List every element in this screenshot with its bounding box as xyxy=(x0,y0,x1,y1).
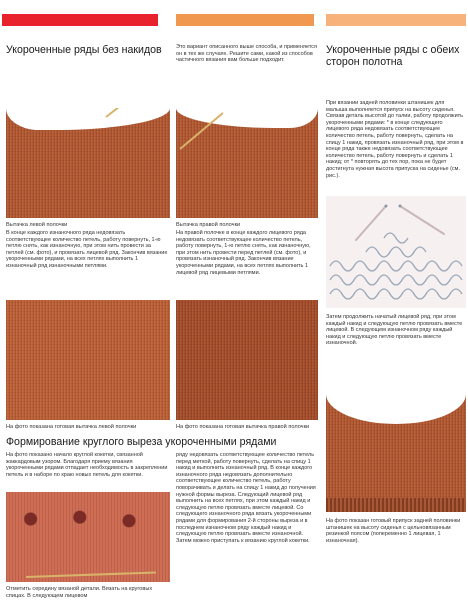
photo-right-dart-finished xyxy=(176,300,318,420)
ribbing-band xyxy=(326,498,466,512)
col2-intro: Это вариант описанного выше способа, и применяется он в тех же случаях. Решите сами, какой из способов частичного вязания вам больше подходит. xyxy=(176,44,318,64)
stitch-diagram-svg xyxy=(326,196,466,308)
col3-caption-mid: Затем продолжить начатый лицевой ряд, при этом каждый накид и следующую петлю провязать вместе лицевой. В следующем изнаночном ряду каждый накид и следующую петлю провязать вместе изнаночной. xyxy=(326,314,463,347)
photo-left-dart-process xyxy=(6,108,170,218)
col2-text: На правой полочке в конце каждого лицевого ряда недовязать соответствующее количество петель, работу повернуть, 1-ю петлю снять, как изнаночную, при этом нить провести перед петлей (см. фото), и провязать изнаночный ряд. Закончив вязание укороченными рядами, на всех петлях выполнить 1 лицевой ряд лицевыми петлями. xyxy=(176,230,311,276)
short-rows-diagram xyxy=(326,196,466,308)
section2-text-right: ряду недовязать соответствующее количество петель перед меткой, работу повернуть, сделать на спицу 1 накид и выполнить изнаночный ряд. В конце каждого изнаночного ряда недовязать дополнительно соответствующее количество петель, работу поворачивать и делать на спицу 1 накид до получения нужной формы выреза. Следующий лицевой ряд выполнить на всех петлях, при этом каждый накид и следующую петлю провязать вместе лицевой. Со следующего изнаночного ряда вязать укороченными рядами для формирования 2-й стороны выреза и в последнем изнаночном ряду каждый накид и следующую петлю провязать вместе изнаночной. Затем можно приступать к вязанию круглой кокетки. xyxy=(176,452,316,544)
photo-pants-back xyxy=(326,394,466,512)
photo-round-yoke xyxy=(6,492,170,582)
col1-caption-bottom: На фото показана готовая вытачка левой полочки xyxy=(6,424,137,430)
color-bar-peach xyxy=(326,14,466,26)
photo-right-dart-process xyxy=(176,108,318,218)
color-bar-orange xyxy=(176,14,314,26)
circular-needle xyxy=(26,571,156,578)
photo-left-dart-finished xyxy=(6,300,170,420)
col2-caption-bottom: На фото показана готовая вытачка правой полочки xyxy=(176,424,310,430)
section2-caption-bottom: Отметить середину вязаной детали. Вязать на круговых спицах. В следующем лицевом xyxy=(6,586,153,599)
section2-heading: Формирование круглого выреза укороченными рядами xyxy=(6,436,277,448)
col3-heading: Укороченные ряды с обеих сторон полотна xyxy=(326,44,460,68)
col1-text: В конце каждого изнаночного ряда недовязать соответствующее количество петель, работу повернуть, 1-ю петлю снять, как изнаночную, при этом нить провести за петлей (см. фото), и провязать лицевой ряд. Закончив вязание укороченными рядами, на всех петлях выполнить 1 изнаночный ряд изнаночными петлями. xyxy=(6,230,168,269)
col2-caption: Вытачка правой полочки xyxy=(176,222,241,228)
col3-caption-bottom: На фото показан готовый припуск задней половинки штанишек на высоту сиденья с цельновязанным резинкой поясом (попеременно 1 лицевая, 1 изнаночная). xyxy=(326,518,461,544)
color-bar-red xyxy=(2,14,158,26)
section2-text-left: На фото показано начало круглой кокетки, связанной жаккардовым узором. Благодаря приему вязания укороченными рядами отпадает необходимость в закреплении петель и в наборе по краю новых петель для кокетки. xyxy=(6,452,168,478)
col1-caption: Вытачка левой полочки xyxy=(6,222,68,228)
col3-text: При вязании задней половинки штанишек для малыша выполняется припуск на высоту сиденья. Связав деталь высотой до талии, работу продолжить укороченными рядами: * в конце следующего лицевого ряда недовязать соответствующее количество петель, работу повернуть, сделать на спицу 1 накид, провязать изнаночный ряд, при этом в конце ряда также недовязать соответствующее количество петель, работу повернуть и сделать 1 накид; от * повторять до тех пор, пока не будет достигнута нужная высота припуска на сиденье (см. рис.). xyxy=(326,100,464,179)
col1-heading: Укороченные ряды без накидов xyxy=(6,44,162,56)
